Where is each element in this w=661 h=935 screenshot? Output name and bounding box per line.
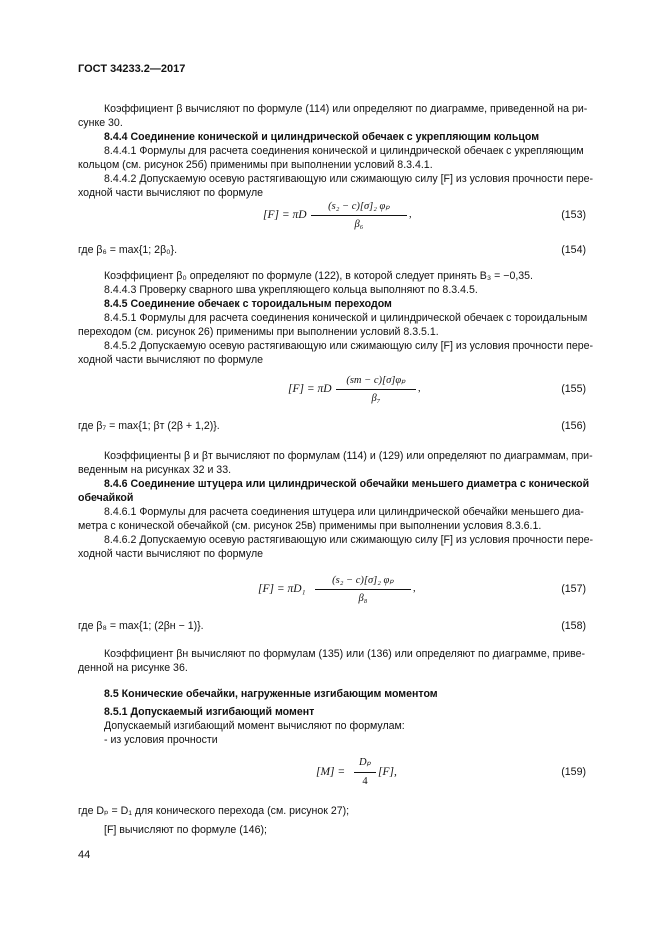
paragraph-8-5-1-line1: Допускаемый изгибающий момент вычисляют по формулам: [104,720,405,732]
paragraph-8-4-6-2-line1: 8.4.6.2 Допускаемую осевую растягивающую или сжимающую силу [F] из условия прочности пере- [104,534,594,546]
eq159-fraction-bar [354,772,376,773]
eq154-number: (154) [561,244,586,256]
paragraph-beta-h-line1: Коэффициент βн вычисляют по формулам (135) или (136) или определяют по диаграмме, приве- [104,648,586,660]
paragraph-coefficients-line2: веденным на рисунках 32 и 33. [78,464,232,476]
eq155-tail: , [418,383,421,394]
eq153-number: (153) [561,209,586,221]
eq153-fraction-bar [311,215,407,216]
eq159-tail: [F], [378,766,397,778]
eq154: где β₆ = max{1; 2β₀}. [78,244,178,256]
paragraph-dp: где Dₚ = D₁ для конического перехода (см. рисунок 27); [78,805,350,817]
eq155-lhs: [F] = πD [288,383,332,395]
heading-8-4-6-line1: 8.4.6 Соединение штуцера или цилиндрической обечайки меньшего диаметра с конической [104,478,590,490]
eq153-lhs: [F] = πD [263,209,307,221]
paragraph-8-4-4-1-line2: кольцом (см. рисунок 25б) применимы при выполнении условий 8.3.4.1. [78,159,433,171]
eq153-numerator: (s₂ − c)[σ]₂ φₚ [328,201,390,212]
paragraph-beta0: Коэффициент β₀ определяют по формуле (122), в которой следует принять B₃ = −0,35. [104,270,534,282]
eq155-numerator: (sт − c)[σ]φₚ [346,375,406,386]
paragraph-8-5-1-line2: - из условия прочности [104,734,218,746]
paragraph-8-4-4-2-line2: ходной части вычисляют по формуле [78,187,264,199]
paragraph-beta-line2: сунке 30. [78,117,123,129]
eq157-lhs: [F] = πD₁ [258,583,306,595]
eq159-numerator: Dₚ [358,757,372,768]
paragraph-8-4-6-1-line1: 8.4.6.1 Формулы для расчета соединения штуцера или цилиндрической обечайки меньшего диа- [104,506,584,518]
paragraph-8-4-5-2-line1: 8.4.5.2 Допускаемую осевую растягивающую или сжимающую силу [F] из условия прочности пере- [104,340,594,352]
paragraph-8-4-5-2-line2: ходной части вычисляют по формуле [78,354,264,366]
eq155-fraction-bar [336,389,416,390]
paragraph-beta-line1: Коэффициент β вычисляют по формуле (114) или определяют по диаграмме, приведенной на ри- [104,103,588,115]
paragraph-coefficients-line1: Коэффициенты β и βт вычисляют по формулам (114) и (129) или определяют по диаграммам, при- [104,450,593,462]
eq153-tail: , [409,209,412,220]
paragraph-8-4-4-2-line1: 8.4.4.2 Допускаемую осевую растягивающую или сжимающую силу [F] из условия прочности пере- [104,173,594,185]
paragraph-8-4-5-1-line2: переходом (см. рисунок 26) применимы при выполнении условий 8.3.5.1. [78,326,439,338]
paragraph-8-4-5-1-line1: 8.4.5.1 Формулы для расчета соединения конической и цилиндрической обечаек с тороидальным [104,312,588,324]
eq153-denominator: β₆ [354,219,364,230]
paragraph-beta-h-line2: денной на рисунке 36. [78,662,188,674]
eq156: где β₇ = max{1; βт (2β + 1,2)}. [78,420,220,432]
eq157-number: (157) [561,583,586,595]
heading-8-5: 8.5 Конические обечайки, нагруженные изгибающим моментом [104,688,438,700]
heading-8-4-6-line2: обечайкой [78,492,134,504]
paragraph-f146: [F] вычисляют по формуле (146); [104,824,267,836]
eq156-number: (156) [561,420,586,432]
eq158-number: (158) [561,620,586,632]
heading-8-5-1: 8.5.1 Допускаемый изгибающий момент [104,706,315,718]
eq157-fraction-bar [315,589,411,590]
eq155-number: (155) [561,383,586,395]
eq157-numerator: (s₂ − c)[σ]₂ φₚ [332,575,394,586]
paragraph-8-4-6-2-line2: ходной части вычисляют по формуле [78,548,264,560]
eq155-denominator: β₇ [371,393,381,404]
paragraph-8-4-6-1-line2: метра с конической обечайкой (см. рисунок 25в) применимы при выполнении условия 8.3.6.1. [78,520,542,532]
paragraph-8-4-4-1-line1: 8.4.4.1 Формулы для расчета соединения конической и цилиндрической обечаек с укрепляющим [104,145,584,157]
eq159-denominator: 4 [362,776,368,787]
eq159-number: (159) [561,766,586,778]
page-number: 44 [78,849,91,861]
eq158: где β₈ = max{1; (2βн − 1)}. [78,620,204,632]
eq157-tail: , [413,583,416,594]
heading-8-4-5: 8.4.5 Соединение обечаек с тороидальным переходом [104,298,392,310]
heading-8-4-4: 8.4.4 Соединение конической и цилиндрической обечаек с укрепляющим кольцом [104,131,540,143]
document-header: ГОСТ 34233.2—2017 [78,63,186,75]
eq159-lhs: [M] = [316,766,346,778]
paragraph-8-4-4-3: 8.4.4.3 Проверку сварного шва укрепляющего кольца выполняют по 8.3.4.5. [104,284,478,296]
eq157-denominator: β₈ [358,593,368,604]
